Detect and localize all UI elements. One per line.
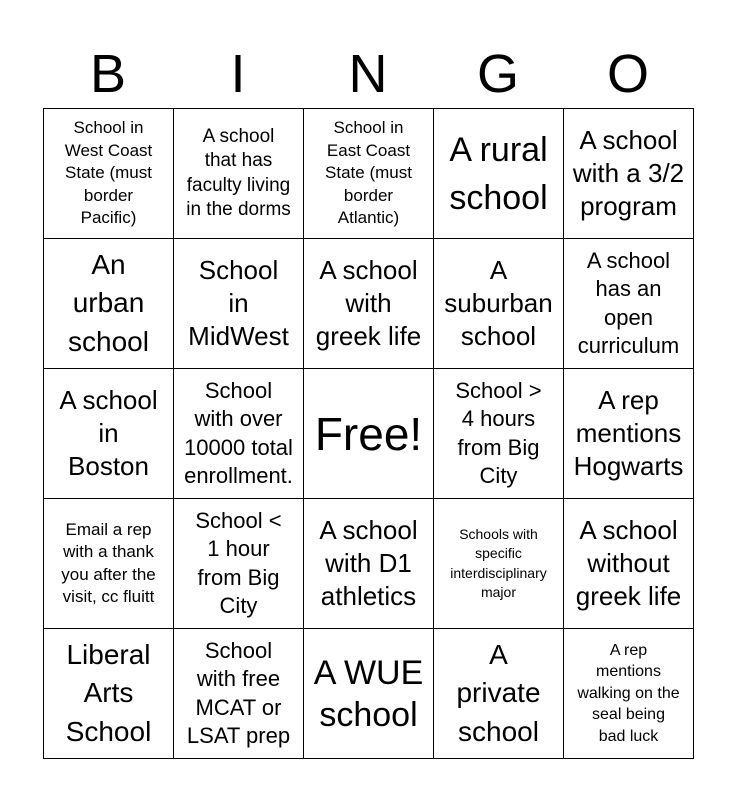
cell-text: A rep mentions Hogwarts — [573, 385, 684, 481]
cell-text: A private school — [456, 638, 541, 747]
header-letter-b: B — [89, 44, 127, 104]
bingo-cell[interactable] — [304, 629, 434, 759]
bingo-cell[interactable] — [564, 109, 694, 239]
cell-text: A rep mentions walking on the seal being bad luck — [577, 641, 680, 745]
bingo-cell[interactable] — [174, 499, 304, 629]
cell-text: A school in Boston — [59, 385, 158, 481]
bingo-cell[interactable] — [564, 239, 694, 369]
bingo-cell[interactable] — [434, 499, 564, 629]
header-letter-i: I — [230, 44, 246, 104]
bingo-cell[interactable] — [434, 629, 564, 759]
cell-text: School in MidWest — [188, 255, 289, 351]
bingo-cell[interactable] — [304, 109, 434, 239]
free-space-text: Free! — [314, 407, 423, 460]
header-letter-g: G — [476, 44, 519, 104]
bingo-cell[interactable] — [44, 499, 174, 629]
cell-text: A school with greek life — [315, 255, 422, 351]
cell-text: A school with a 3/2 program — [572, 125, 685, 221]
free-space[interactable] — [304, 369, 434, 499]
cell-text: A rural school — [449, 130, 548, 217]
cell-text: A school with D1 athletics — [319, 515, 418, 611]
bingo-cell[interactable] — [564, 369, 694, 499]
cell-text: Liberal Arts School — [65, 638, 152, 747]
bingo-cell[interactable] — [174, 109, 304, 239]
cell-text: Email a rep with a thank you after the visit, cc fluitt — [61, 519, 156, 606]
cell-text: School < 1 hour from Big City — [195, 507, 282, 618]
bingo-cell[interactable] — [564, 629, 694, 759]
cell-text: A school without greek life — [575, 515, 682, 611]
bingo-cell[interactable] — [174, 239, 304, 369]
bingo-cell[interactable] — [304, 239, 434, 369]
cell-text: Schools with specific interdisciplinary major — [450, 525, 547, 600]
bingo-cell[interactable] — [564, 499, 694, 629]
bingo-cell[interactable] — [304, 499, 434, 629]
bingo-cell[interactable] — [44, 239, 174, 369]
header-letter-n: N — [348, 44, 388, 104]
cell-text: A school has an open curriculum — [577, 247, 680, 358]
bingo-cell[interactable] — [434, 239, 564, 369]
cell-text: A WUE school — [313, 653, 424, 734]
bingo-header — [43, 40, 693, 108]
bingo-cell[interactable] — [174, 369, 304, 499]
cell-text: School with over 10000 total enrollment. — [184, 377, 293, 488]
bingo-cell[interactable] — [174, 629, 304, 759]
cell-text: A suburban school — [444, 255, 553, 351]
bingo-grid — [43, 108, 694, 759]
bingo-cell[interactable] — [434, 109, 564, 239]
bingo-cell[interactable] — [44, 109, 174, 239]
cell-text: A school that has faculty living in the dorms — [186, 125, 291, 220]
cell-text: An urban school — [68, 248, 149, 357]
cell-text: School with free MCAT or LSAT prep — [186, 637, 291, 748]
bingo-cell[interactable] — [44, 629, 174, 759]
bingo-cell[interactable] — [434, 369, 564, 499]
cell-text: School in West Coast State (must border Pacific) — [64, 118, 153, 228]
cell-text: School > 4 hours from Big City — [455, 377, 542, 488]
bingo-cell[interactable] — [44, 369, 174, 499]
cell-text: School in East Coast State (must border Atlantic) — [325, 118, 412, 228]
header-letter-o: O — [606, 44, 649, 104]
